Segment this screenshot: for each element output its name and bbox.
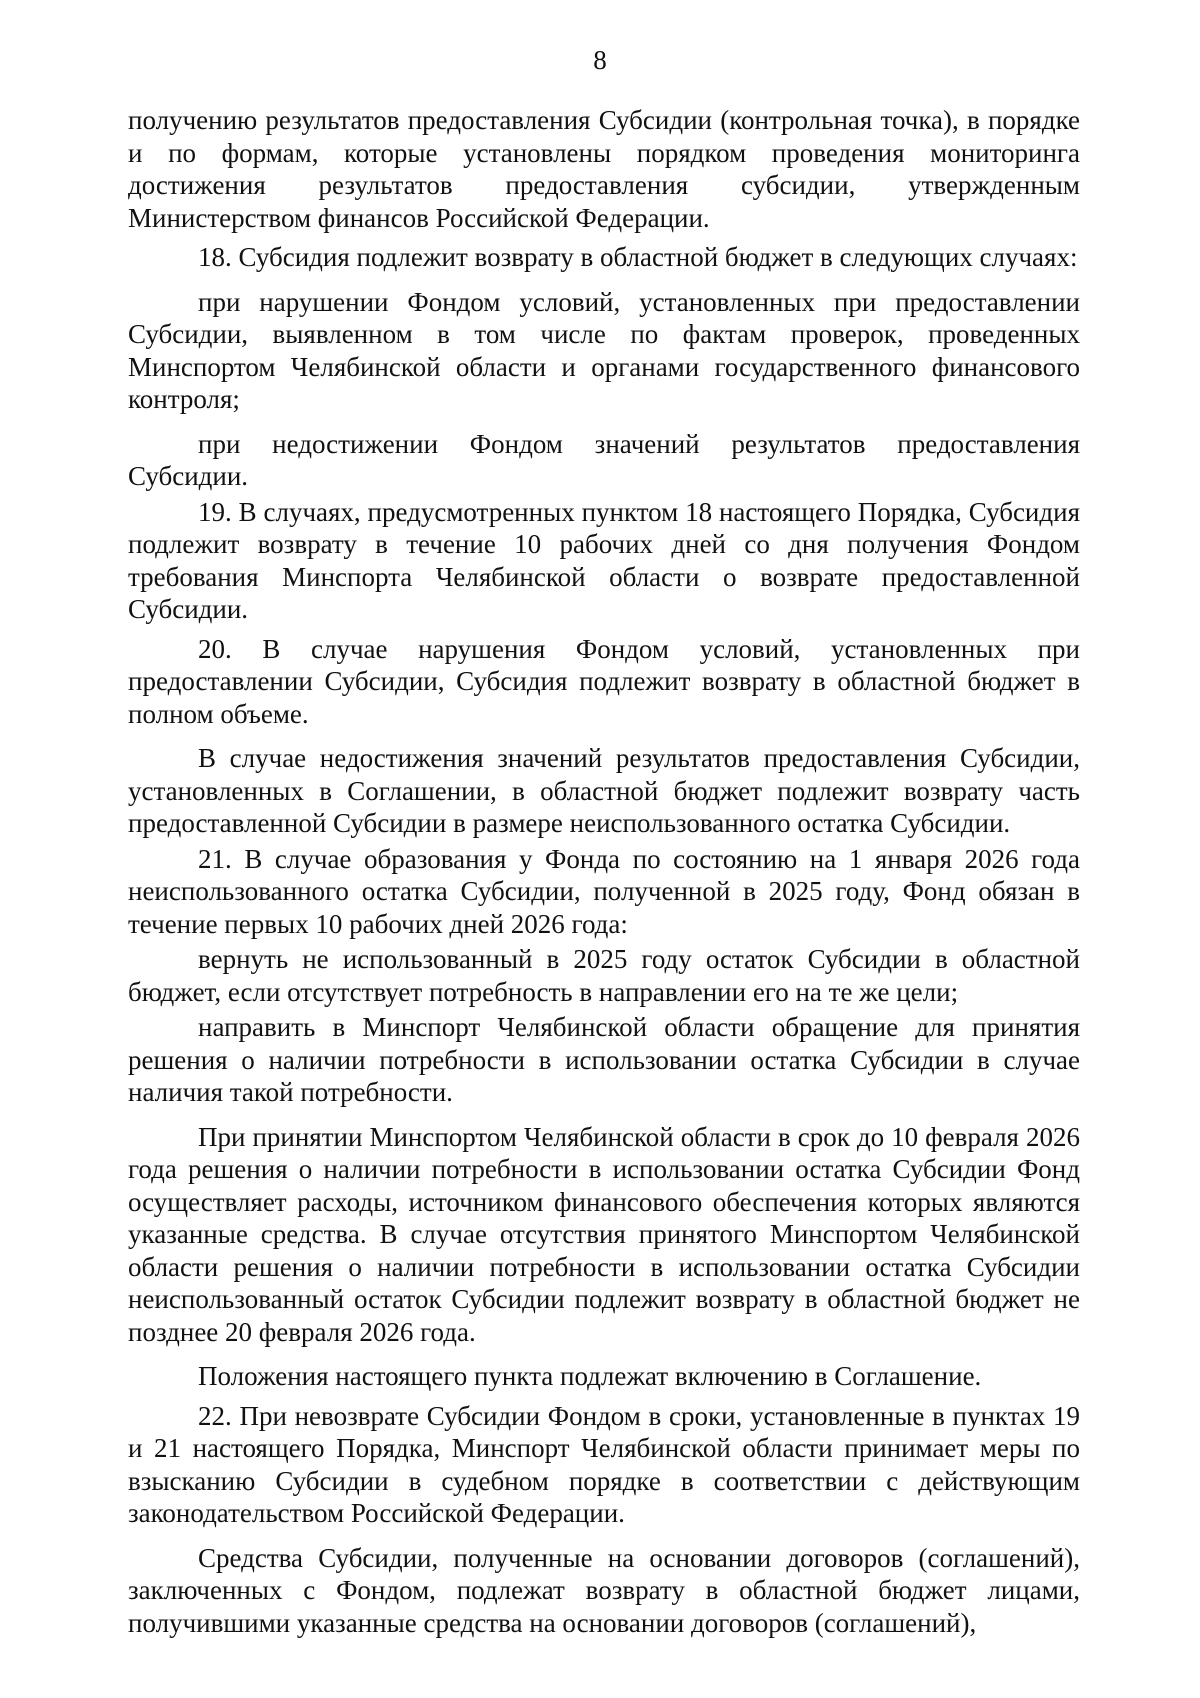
paragraph-item-22: 22. При невозврате Субсидии Фондом в сроки, установленные в пунктах 19 и 21 настоящего Порядка, Минспорт Челябинской области принимает меры по взысканию Субсидии в судебном порядке в соответствии с действующим законодательством Российской Федерации. [128, 1400, 1080, 1528]
paragraph-item-20: 20. В случае нарушения Фондом условий, установленных при предоставлении Субсидии, Субсидия подлежит возврату в областной бюджет в полном объеме. [128, 633, 1080, 729]
paragraph-item-21: 21. В случае образования у Фонда по состоянию на 1 января 2026 года неиспользованного остатка Субсидии, полученной в 2025 году, Фонд обязан в течение первых 10 рабочих дней 2026 года: [128, 843, 1080, 939]
paragraph-case-violation: при нарушении Фондом условий, установленных при предоставлении Субсидии, выявленном в том числе по фактам проверок, проведенных Минспортом Челябинской области и органами государственного финансового контроля; [128, 286, 1080, 414]
paragraph-item-21-decision: При принятии Минспортом Челябинской области в срок до 10 февраля 2026 года решения о наличии потребности в использовании остатка Субсидии Фонд осуществляет расходы, источником финансового обеспечения которых являются указанные средства. В случае отсутствия принятого Минспортом Челябинской области решения о наличии потребности в использовании остатка Субсидии неиспользованный остаток Субсидии подлежит возврату в областной бюджет не позднее 20 февраля 2026 года. [128, 1121, 1080, 1347]
paragraph-continuation: получению результатов предоставления Субсидии (контрольная точка), в порядке и по формам, которые установлены порядком проведения мониторинга достижения результатов предоставления субсидии, утвержденным Министерством финансов Российской Федерации. [128, 105, 1080, 233]
document-body [128, 104, 1080, 1639]
paragraph-item-21-agreement: Положения настоящего пункта подлежат включению в Соглашение. [198, 1361, 982, 1391]
paragraph-item-18: 18. Субсидия подлежит возврату в областной бюджет в следующих случаях: [198, 242, 1078, 272]
paragraph-item-22-contracts: Средства Субсидии, полученные на основании договоров (соглашений), заключенных с Фондом, подлежат возврату в областной бюджет лицами, получившими указанные средства на основании договоров (соглашений), [128, 1542, 1080, 1638]
page-number: 8 [593, 45, 607, 75]
paragraph-item-20-partial: В случае недостижения значений результатов предоставления Субсидии, установленных в Соглашении, в областной бюджет подлежит возврату часть предоставленной Субсидии в размере неиспользованного остатка Субсидии. [128, 743, 1080, 838]
paragraph-case-nonachievement: при недостижении Фондом значений результатов предоставления Субсидии. [128, 428, 1080, 491]
paragraph-item-21-request: направить в Минспорт Челябинской области обращение для принятия решения о наличии потребности в использовании остатка Субсидии в случае наличия такой потребности. [128, 1012, 1080, 1107]
paragraph-item-19: 19. В случаях, предусмотренных пунктом 18 настоящего Порядка, Субсидия подлежит возврату в течение 10 рабочих дней со дня получения Фондом требования Минспорта Челябинской области о возврате предоставленной Субсидии. [128, 496, 1080, 624]
paragraph-item-21-return: вернуть не использованный в 2025 году остаток Субсидии в областной бюджет, если отсутствует потребность в направлении его на те же цели; [128, 944, 1080, 1007]
